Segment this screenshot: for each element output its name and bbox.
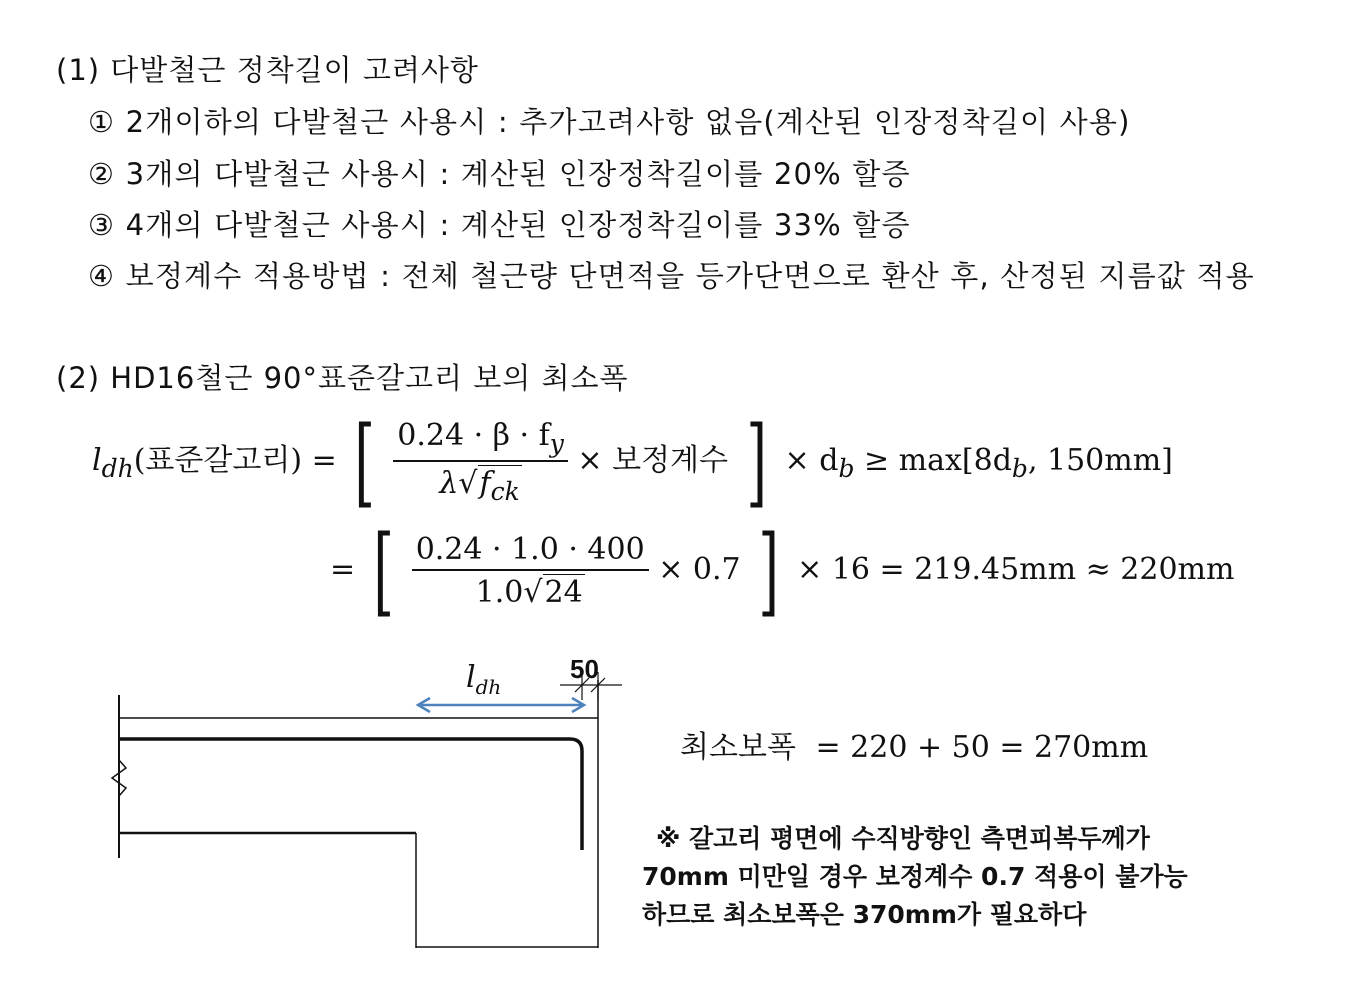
item-marker: ① (88, 105, 116, 139)
item-text: 2개이하의 다발철근 사용시 : 추가고려사항 없음(계산된 인장정착길이 사용) (125, 105, 1131, 139)
ldh-equation: $l_{dh}$(표준갈고리) = [ $\frac{0.24 \cdot \beta \cdot f_y}{\lambda√f_{ck}}$ × 보정계수 ] × $d_b \ge \max[8d_b$, 150mm] (92, 405, 1173, 518)
correction-factor-term: × 보정계수 (577, 443, 728, 478)
item-marker: ② (88, 157, 116, 191)
calc-fraction: $\frac{0.24 \cdot 1.0 \cdot 400}{1.0√24}$ (412, 532, 649, 610)
min-width-label: 최소보폭 (680, 730, 796, 765)
min-width-equation (680, 722, 1148, 766)
note-line: 70mm 미만일 경우 보정계수 0.7 적용이 불가능 (642, 862, 1188, 891)
section1-heading: (1) 다발철근 정착길이 고려사항 (56, 53, 479, 87)
note-line: ※ 갈고리 평면에 수직방향인 측면피복두께가 (656, 824, 1150, 853)
item-text: 4개의 다발철근 사용시 : 계산된 인장정착길이를 33% 할증 (125, 208, 911, 242)
ldh-label: (표준갈고리) (133, 443, 303, 478)
ldh-subscript: dh (101, 454, 134, 483)
item-text: 보정계수 적용방법 : 전체 철근량 단면적을 등가단면으로 환산 후, 산정된 지름값 적용 (125, 259, 1255, 293)
note-line: 하므로 최소보폭은 370mm가 필요하다 (642, 900, 1087, 929)
ldh-fraction: $\frac{0.24 \cdot \beta \cdot f_y}{\lambda√f_{ck}}$ (393, 418, 568, 506)
ldh-calculation: = [ $\frac{0.24 \cdot 1.0 \cdot 400}{1.0√24}$ × 0.7 ] × 16 = 219.45mm ≈ 220mm (330, 515, 1235, 627)
item-text: 3개의 다발철근 사용시 : 계산된 인장정착길이를 20% 할증 (125, 157, 911, 191)
cover-dimension-label: 50 (570, 654, 599, 684)
min-width-value: = 220 + 50 = 270mm (815, 730, 1149, 765)
ldh-symbol: l (92, 443, 102, 478)
item-marker: ④ (88, 259, 116, 293)
item-marker: ③ (88, 208, 116, 242)
ldh-label-diagram: $l_{dh}$ (466, 660, 502, 699)
section2-heading: (2) HD16철근 90°표준갈고리 보의 최소폭 (56, 361, 629, 395)
note-block (642, 820, 1188, 934)
